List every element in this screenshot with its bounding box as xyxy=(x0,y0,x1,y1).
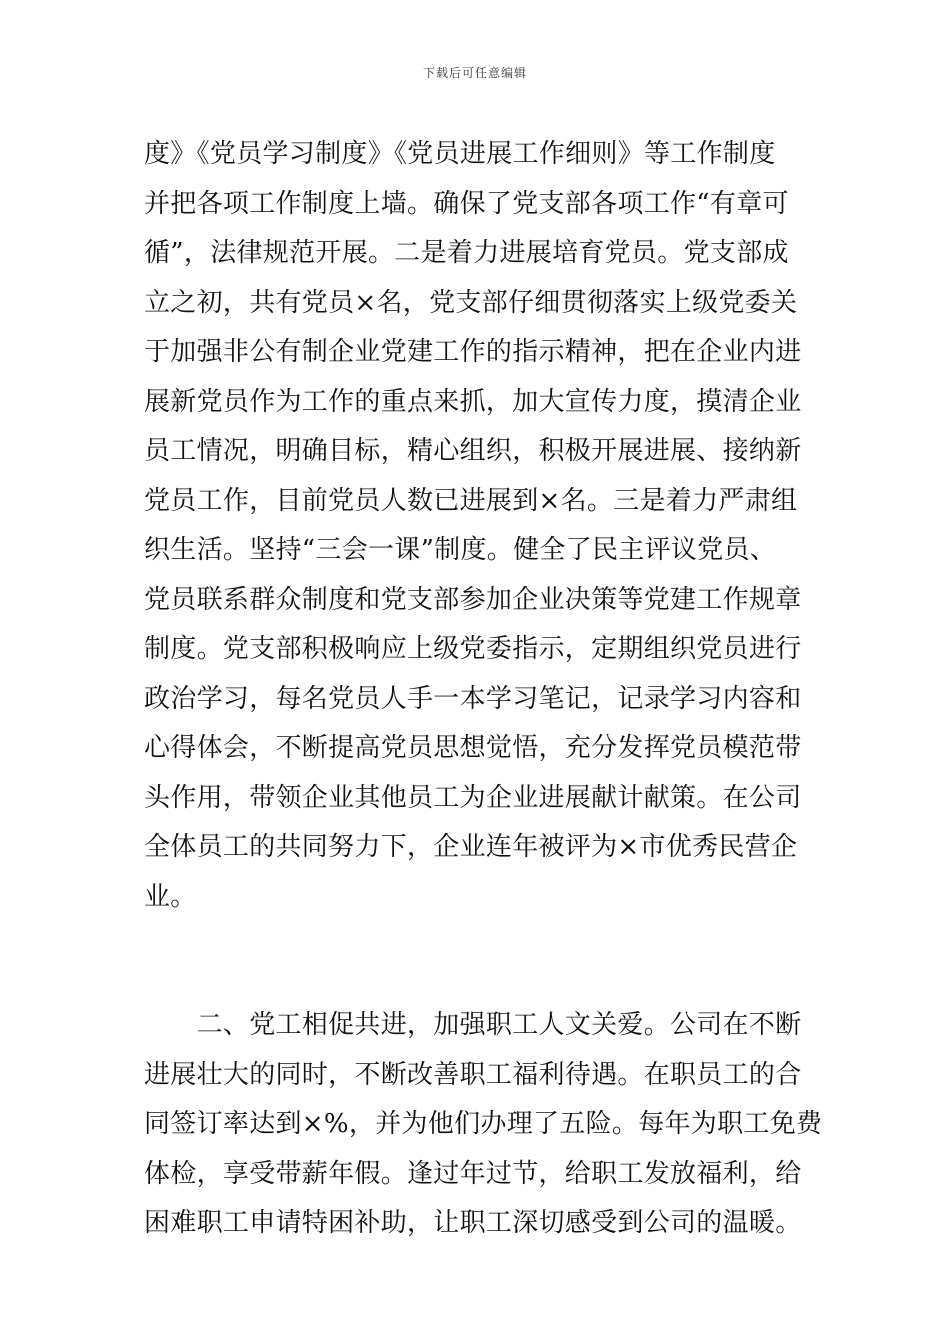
document-body xyxy=(144,130,823,1249)
paragraph-spacer xyxy=(144,922,810,1001)
text-line: 度》《党员学习制度》《党员进展工作细则》等工作制度 xyxy=(144,139,776,169)
text-line: 于加强非公有制企业党建工作的指示精神，把在企业内进 xyxy=(144,337,802,367)
paragraph-1 xyxy=(144,130,810,922)
text-line: 党员联系群众制度和党支部参加企业决策等党建工作规章 xyxy=(144,584,802,615)
text-line: 制度。党支部积极响应上级党委指示，定期组织党员进行 xyxy=(144,634,802,664)
text-line: 体检，享受带薪年假。逢过年过节，给职工发放福利，给 xyxy=(144,1158,802,1189)
text-line: 二、党工相促共进，加强职工人文关爱。公司在不断 xyxy=(144,1010,802,1040)
text-line: 织生活。坚持“三会一课”制度。健全了民主评议党员、 xyxy=(144,535,777,565)
text-line: 进展壮大的同时，不断改善职工福利待遇。在职员工的合 xyxy=(144,1059,802,1090)
text-line: 党员工作，目前党员人数已进展到×名。三是着力严肃组 xyxy=(144,485,798,516)
text-line: 员工情况，明确目标，精心组织，积极开展进展、接纳新 xyxy=(144,436,802,466)
text-line: 全体员工的共同努力下，企业连年被评为×市优秀民营企 xyxy=(144,832,798,862)
text-line: 并把各项工作制度上墙。确保了党支部各项工作“有章可 xyxy=(144,188,789,219)
text-line: 立之初，共有党员×名，党支部仔细贯彻落实上级党委关 xyxy=(144,287,798,318)
text-line: 业。 xyxy=(144,881,197,912)
text-line: 心得体会，不断提高党员思想觉悟，充分发挥党员模范带 xyxy=(144,733,802,763)
text-line: 展新党员作为工作的重点来抓，加大宣传力度，摸清企业 xyxy=(144,386,802,417)
text-line: 头作用，带领企业其他员工为企业进展献计献策。在公司 xyxy=(144,782,802,813)
text-line: 同签订率达到×%，并为他们办理了五险。每年为职工免费 xyxy=(144,1109,823,1139)
text-line: 困难职工申请特困补助，让职工深切感受到公司的温暖。 xyxy=(144,1208,802,1238)
text-line: 政治学习，每名党员人手一本学习笔记，记录学习内容和 xyxy=(144,683,802,714)
text-line: 循”，法律规范开展。二是着力进展培育党员。党支部成 xyxy=(144,238,789,268)
paragraph-2 xyxy=(144,1001,823,1249)
page-header: 下载后可任意编辑 xyxy=(422,66,527,80)
